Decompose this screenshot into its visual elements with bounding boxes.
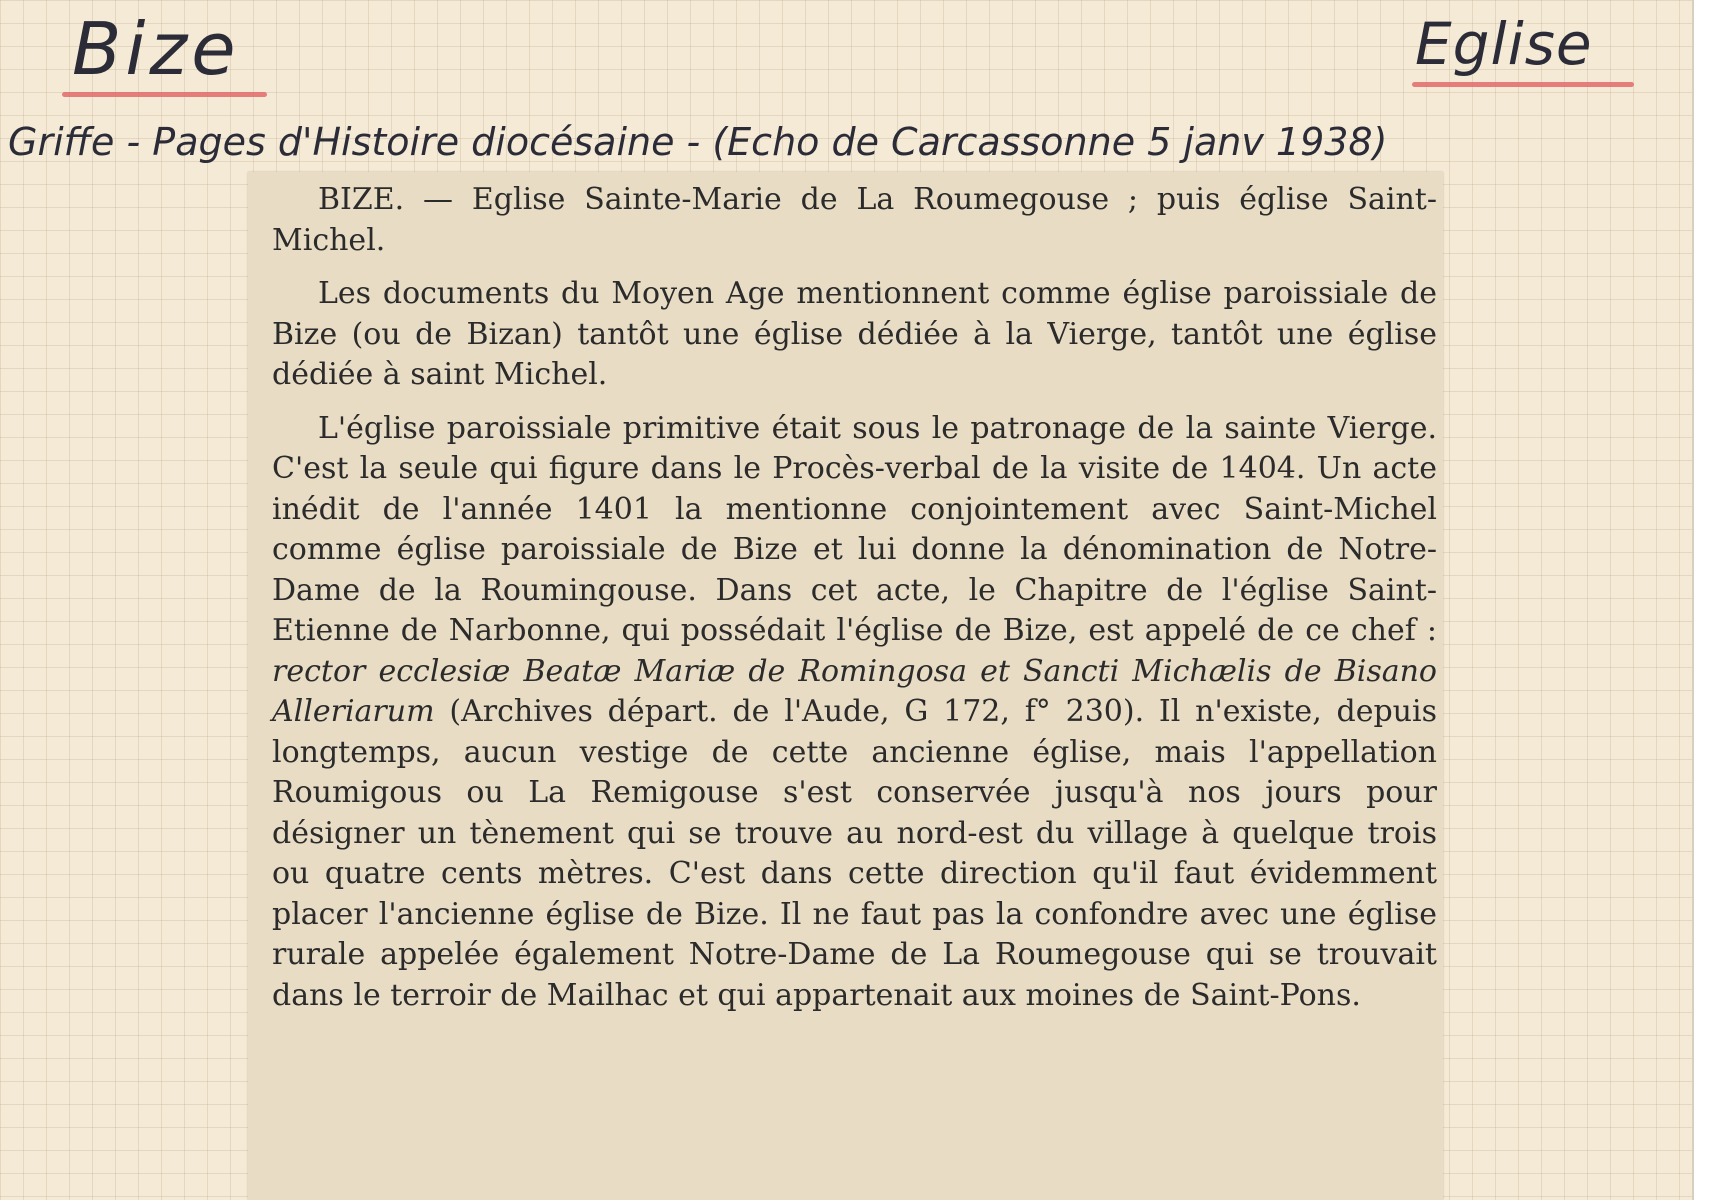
latin-quote: rector ecclesiæ Beatæ Mariæ de Romingosa et Sancti Michælis de Bisano Alleriarum (272, 653, 1437, 729)
article-paragraph-3 (272, 409, 1437, 1017)
paper-sheet-edge (1692, 0, 1728, 1200)
red-underline-topic (1412, 82, 1634, 87)
article-paragraph-2: Les documents du Moyen Age mentionnent comme église paroissiale de Bize (ou de Bizan) tantôt une église dédiée à la Vierge, tantôt une église dédiée à saint Michel. (272, 276, 1437, 392)
paragraph-3-text-a: L'église paroissiale primitive était sous le patronage de la sainte Vierge. C'est la seule qui figure dans le Procès-verbal de la visite de 1404. Un acte inédit de l'année 1401 la mentionne conjointement avec Saint-Michel comme église paroissiale de Bize et lui donne la dénomination de Notre-Dame de la Roumingouse. Dans cet acte, le Chapitre de l'église Saint-Etienne de Narbonne, qui possédait l'église de Bize, est appelé de ce chef : (272, 410, 1437, 648)
paragraph-3-text-b: (Archives départ. de l'Aude, G 172, f° 230). Il n'existe, depuis longtemps, aucun vestige de cette ancienne église, mais l'appellation Roumigous ou La Remigouse s'est conservée jusqu'à nos jours pour désigner un tènement qui se trouve au nord-est du village à quelque trois ou quatre cents mètres. C'est dans cette direction qu'il faut évidemment placer l'ancienne église de Bize. Il ne faut pas la confondre avec une église rurale appelée également Notre-Dame de La Roumegouse qui se trouvait dans le terroir de Mailhac et qui appartenait aux moines de Saint-Pons. (272, 694, 1437, 1013)
handwritten-source-note: Griffe - Pages d'Histoire diocésaine - (Echo de Carcassonne 5 janv 1938) (8, 120, 1388, 164)
handwritten-topic: Eglise (1415, 10, 1593, 78)
red-underline-town (62, 92, 267, 97)
article-body (272, 180, 1437, 1029)
handwritten-town-name: Bize (72, 7, 240, 91)
newspaper-clipping (248, 172, 1443, 1200)
article-heading-paragraph: BIZE. — Eglise Sainte-Marie de La Roumegouse ; puis église Saint-Michel. (272, 182, 1437, 258)
